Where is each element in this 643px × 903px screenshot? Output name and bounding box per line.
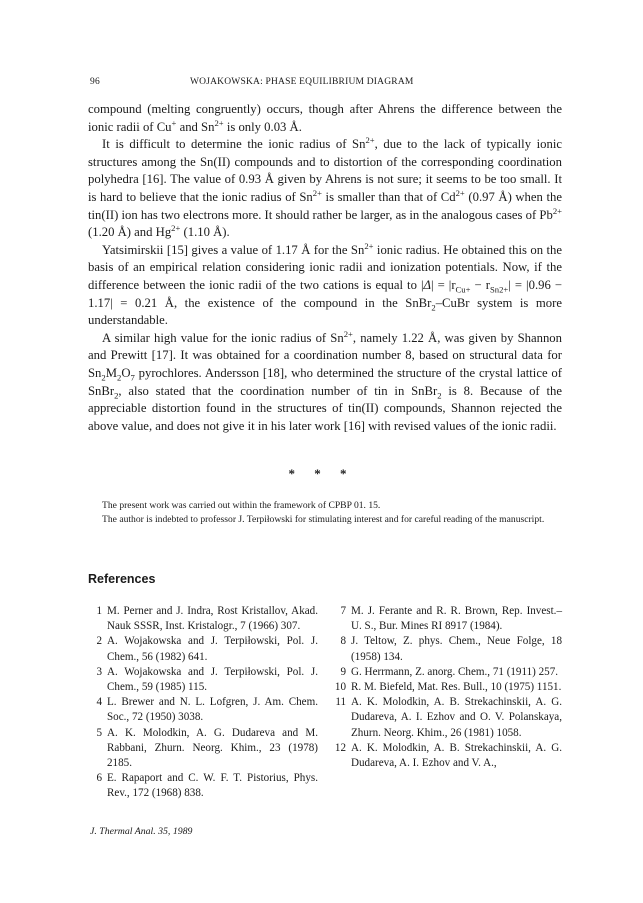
text-run: pyrochlores. Andersson [18], who determined the structure of the crystal lattice of SnBr bbox=[88, 365, 562, 398]
reference-text: A. Wojakowska and J. Terpiłowski, Pol. J. Chem., 56 (1982) 641. bbox=[107, 635, 318, 663]
ack-line: The present work was carried out within the framework of CPBP 01. 15. bbox=[102, 500, 381, 511]
paragraph-1 bbox=[88, 101, 562, 136]
acknowledgements bbox=[88, 499, 562, 527]
reference-text: G. Herrmann, Z. anorg. Chem., 71 (1911) 257. bbox=[351, 665, 559, 678]
reference-number: 9 bbox=[340, 665, 346, 678]
delta-symbol: Δ bbox=[423, 277, 431, 292]
text-run: is only 0.03 Å. bbox=[223, 119, 302, 134]
text-run: | = |r bbox=[430, 277, 456, 292]
reference-text: A. K. Molodkin, A. G. Dudareva and M. Rabbani, Zhurn. Neorg. Khim., 23 (1978) 2185. bbox=[107, 726, 318, 770]
reference-text: J. Teltow, Z. phys. Chem., Neue Folge, 18 (1958) 134. bbox=[351, 635, 562, 663]
text-run: compound (melting congruently) occurs, though after Ahrens the difference between the ionic radii of Cu bbox=[88, 102, 562, 134]
subscript: 2 bbox=[117, 372, 122, 383]
paragraph-2 bbox=[88, 136, 562, 242]
reference-number: 12 bbox=[334, 741, 346, 754]
reference-number: 10 bbox=[334, 681, 346, 694]
text-run: | = |0.96 − 1.17| = 0.21 Å, the existence of the compound in the SnBr bbox=[88, 277, 562, 310]
reference-item bbox=[334, 695, 562, 741]
reference-text: E. Rapaport and C. W. F. T. Pistorius, Phys. Rev., 172 (1968) 838. bbox=[107, 772, 318, 800]
subscript: 7 bbox=[130, 372, 135, 383]
text-run: is 8. Because of the appreciable distortion found in the structures of tin(II) compounds, Shannon rejected the above value, and does not give it in his later work [16] with revised values of the ionic radii. bbox=[88, 383, 562, 433]
body-text bbox=[88, 101, 562, 435]
references-heading: References bbox=[88, 572, 156, 586]
reference-number: 8 bbox=[340, 635, 346, 648]
page-header bbox=[90, 77, 560, 91]
superscript: 2+ bbox=[171, 222, 181, 233]
reference-number: 3 bbox=[96, 665, 102, 678]
text-run: , also stated that the coordination number of tin in SnBr bbox=[118, 383, 438, 398]
text-run: M bbox=[105, 365, 117, 380]
text-run: , due to the lack of typically ionic structures among the Sn(II) compounds and to distortion of the corresponding coordination polyhedra [16]. The value of 0.93 Å given by Ahrens is not sure; it seems to be too small. It is hard to believe that the ionic radius of Sn bbox=[88, 137, 562, 204]
reference-item bbox=[334, 680, 562, 695]
reference-number: 6 bbox=[96, 772, 102, 785]
section-separator: * * * bbox=[288, 466, 355, 481]
reference-text: L. Brewer and N. L. Lofgren, J. Am. Chem. Soc., 72 (1950) 3038. bbox=[107, 696, 318, 724]
page-number: 96 bbox=[90, 77, 100, 87]
superscript: 2+ bbox=[365, 134, 375, 145]
reference-text: A. Wojakowska and J. Terpiłowski, Pol. J. Chem., 59 (1985) 115. bbox=[107, 665, 318, 694]
reference-text: M. Perner and J. Indra, Rost Kristallov, Akad. Nauk SSSR, Inst. Kristalogr., 7 (1966) 307. bbox=[107, 605, 318, 633]
reference-text: M. J. Ferante and R. R. Brown, Rep. Invest.–U. S., Bur. Mines RI 8917 (1984). bbox=[351, 605, 562, 633]
text-run: ionic radius. He obtained this on the basis of an empirical relation considering ionic radii and ionization potentials. Now, if the difference between the ionic radii of the two cations is equal to | bbox=[88, 242, 562, 292]
subscript: Sn2+ bbox=[489, 284, 509, 295]
reference-item bbox=[334, 604, 562, 634]
reference-item bbox=[90, 665, 318, 695]
reference-item bbox=[334, 741, 562, 771]
reference-text: A. K. Molodkin, A. B. Strekachinskii, A. G. Dudareva, A. I. Ezhov and V. A., bbox=[351, 741, 562, 770]
ack-line: The author is indebted to professor J. Terpiłowski for stimulating interest and for careful reading of the manuscript. bbox=[102, 514, 545, 525]
text-run: (0.97 Å) when the tin(II) ion has two electrons more. It should rather be larger, as in the analogous cases of Pb bbox=[88, 189, 562, 222]
paragraph-4 bbox=[88, 330, 562, 436]
superscript: + bbox=[171, 117, 177, 128]
text-run: (1.20 Å) and Hg bbox=[88, 225, 172, 240]
superscript: 2+ bbox=[214, 117, 224, 128]
reference-text: R. M. Biefeld, Mat. Res. Bull., 10 (1975) 1151. bbox=[351, 681, 562, 694]
reference-item bbox=[90, 771, 318, 801]
reference-text: A. K. Molodkin, A. B. Strekachinskii, A. G. Dudareva, A. I. Ezhov and O. V. Polanskaya, Zhurn. Neorg. Khim., 26 (1981) 1058. bbox=[351, 696, 562, 739]
reference-number: 5 bbox=[96, 726, 102, 739]
text-run: (1.10 Å). bbox=[180, 225, 230, 240]
paragraph-3 bbox=[88, 242, 562, 330]
subscript: 2 bbox=[101, 372, 106, 383]
references-column-right bbox=[334, 604, 562, 771]
reference-item bbox=[90, 726, 318, 772]
text-run: –CuBr system is more understandable. bbox=[88, 295, 562, 328]
reference-number: 1 bbox=[96, 605, 102, 617]
superscript: 2+ bbox=[552, 205, 562, 216]
text-run: A similar high value for the ionic radius of Sn bbox=[102, 330, 344, 345]
reference-item bbox=[334, 634, 562, 664]
text-run: , namely 1.22 Å, was given by Shannon and Prewitt [17]. It was obtained for a coordination number 8, based on structural data for Sn bbox=[88, 330, 562, 380]
journal-footer: J. Thermal Anal. 35, 1989 bbox=[90, 826, 193, 837]
subscript: 2 bbox=[114, 390, 119, 401]
subscript: Cu+ bbox=[455, 284, 471, 295]
reference-number: 4 bbox=[96, 696, 102, 709]
superscript: 2+ bbox=[312, 187, 322, 198]
reference-item bbox=[90, 695, 318, 725]
text-run: Yatsimirskii [15] gives a value of 1.17 Å for the Sn bbox=[102, 242, 365, 257]
reference-number: 2 bbox=[96, 635, 102, 648]
reference-number: 11 bbox=[335, 696, 346, 709]
subscript: 2 bbox=[437, 390, 442, 401]
references-column-left bbox=[90, 604, 318, 802]
subscript: 2 bbox=[431, 302, 436, 313]
reference-item bbox=[90, 604, 318, 634]
text-run: It is difficult to determine the ionic radius of Sn bbox=[102, 137, 366, 152]
text-run: and Sn bbox=[176, 119, 215, 134]
reference-item bbox=[334, 665, 562, 680]
reference-item bbox=[90, 634, 318, 664]
text-run: is smaller than that of Cd bbox=[321, 189, 456, 204]
superscript: 2+ bbox=[343, 328, 353, 339]
text-run: − r bbox=[470, 277, 490, 292]
superscript: 2+ bbox=[455, 187, 465, 198]
running-title: WOJAKOWSKA: PHASE EQUILIBRIUM DIAGRAM bbox=[190, 77, 414, 87]
reference-number: 7 bbox=[340, 605, 346, 617]
text-run: O bbox=[121, 365, 131, 380]
superscript: 2+ bbox=[364, 240, 374, 251]
